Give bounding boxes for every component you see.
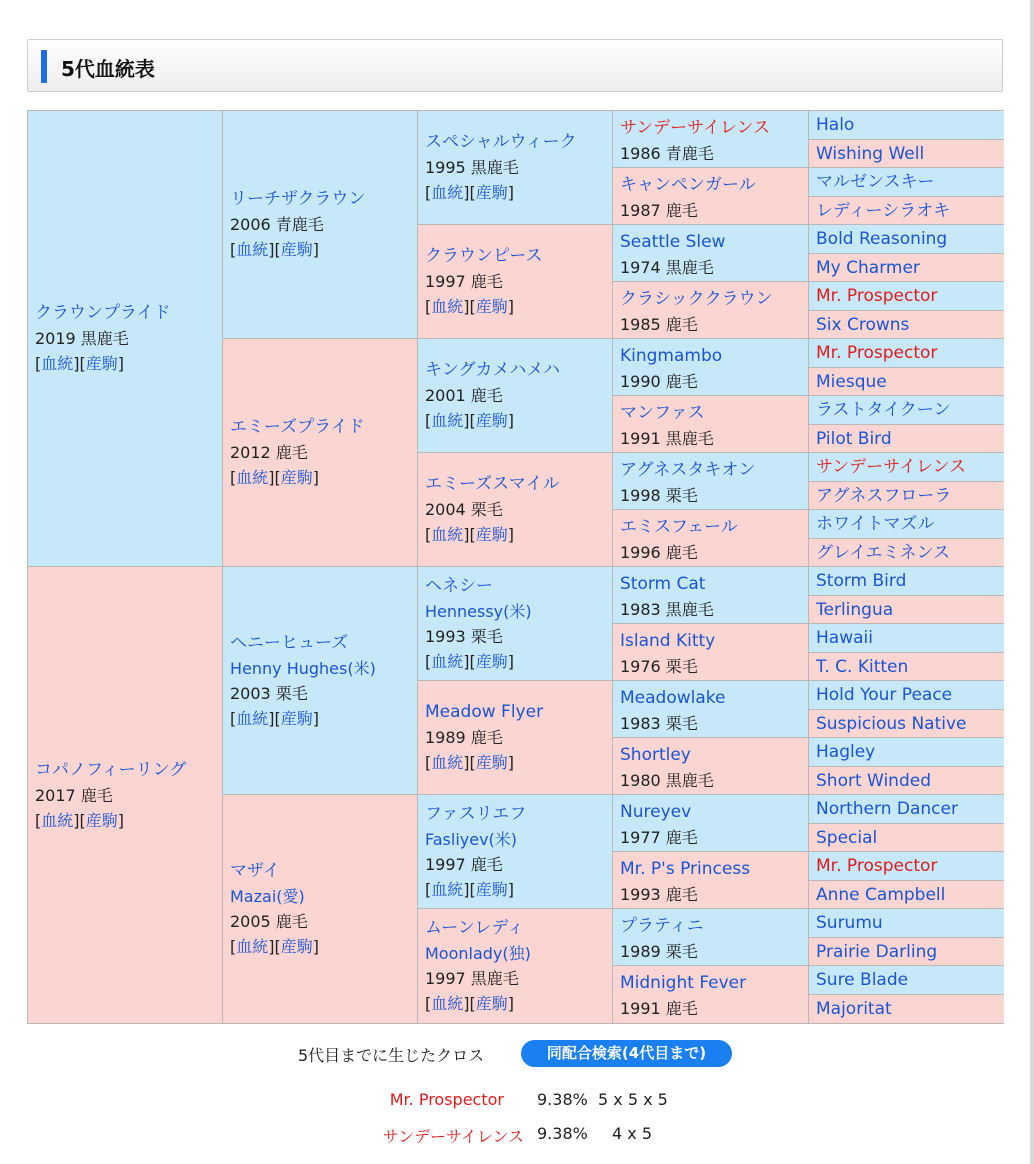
progeny-link[interactable]: 産駒 [280,708,313,728]
horse-birth-info: 1997 鹿毛 [425,272,503,291]
horse-name-link[interactable]: Nureyev [620,802,692,822]
pedigree-cell-gen5 [809,168,1004,197]
pedigree-cell-gen5 [809,111,1004,140]
cross-generations: 4 x 5 [612,1124,652,1143]
pedigree-cell-gen3 [418,909,613,1023]
pedigree-cell-gen4 [613,966,809,1023]
pedigree-cell-gen3 [418,225,613,339]
horse-name-link[interactable]: Halo [816,115,855,135]
horse-name-link[interactable]: Sure Blade [816,970,909,990]
bloodline-link[interactable]: 血統 [431,297,464,316]
progeny-link[interactable]: 産駒 [475,651,508,671]
horse-foreign-name-link[interactable]: Henny Hughes(米) [230,658,376,678]
horse-name-link[interactable]: Bold Reasoning [816,229,948,249]
horse-name-link[interactable]: Shortley [620,745,691,765]
pedigree-cell-gen3 [418,453,613,567]
cross-percent: 9.38% [537,1124,588,1143]
same-mating-search-button[interactable]: 同配合検索(4代目まで) [521,1040,732,1067]
pedigree-cell-gen5 [809,510,1004,539]
pedigree-cell-gen1 [28,567,223,1023]
pedigree-cell-gen5 [809,852,1004,881]
progeny-link[interactable]: 産駒 [85,354,118,373]
pedigree-cell-gen4 [613,681,809,738]
horse-name-link[interactable]: エミーズスマイル [425,474,560,494]
horse-birth-info: 2004 栗毛 [425,500,503,519]
cross-generations: 5 x 5 x 5 [598,1090,668,1109]
pedigree-cell-gen5 [809,567,1004,596]
horse-links: [血統][産駒] [230,468,320,487]
horse-birth-info: 1983 栗毛 [620,714,698,733]
horse-name-link[interactable]: Seattle Slew [620,232,726,252]
horse-links: [血統][産駒] [230,937,320,956]
pedigree-cell-gen5 [809,225,1004,254]
pedigree-cell-gen5 [809,197,1004,225]
horse-name-link[interactable]: Mr. Prospector [816,286,938,306]
horse-name-link[interactable]: レディーシラオキ [816,200,951,221]
pedigree-cell-gen2 [223,795,418,1023]
horse-links: [血統][産駒] [425,183,515,202]
bloodline-link[interactable]: 血統 [431,651,464,671]
horse-name-link[interactable]: Mr. Prospector [816,343,938,363]
horse-name-link[interactable]: マルゼンスキー [816,172,935,192]
header-accent-bar [41,50,47,83]
horse-links: [血統][産駒] [425,753,515,772]
horse-birth-info: 1991 鹿毛 [620,999,698,1018]
horse-name-link[interactable]: Mr. P's Princess [620,859,751,879]
horse-birth-info: 1989 鹿毛 [425,728,503,747]
horse-name-link[interactable]: Midnight Fever [620,973,747,993]
pedigree-cell-gen5 [809,140,1004,168]
pedigree-cell-gen4 [613,111,809,168]
horse-name-link[interactable]: マザイ [230,861,280,881]
bloodline-link[interactable]: 血統 [236,708,269,728]
horse-birth-info: 1993 鹿毛 [620,885,698,904]
pedigree-cell-gen4 [613,396,809,453]
pedigree-cell-gen4 [613,510,809,567]
bloodline-link[interactable]: 血統 [431,753,464,772]
pedigree-cell-gen5 [809,453,1004,482]
horse-name-link[interactable]: Six Crowns [816,314,910,335]
horse-foreign-name-link[interactable]: Moonlady(独) [425,944,531,963]
bloodline-link[interactable]: 血統 [431,525,464,544]
pedigree-cell-gen4 [613,567,809,624]
horse-name-link[interactable]: Miesque [816,371,887,392]
horse-name-link[interactable]: ホワイトマズル [816,514,935,534]
horse-links: [血統][産駒] [425,994,515,1013]
pedigree-cell-gen4 [613,282,809,339]
page-scroll-edge [1030,0,1034,1164]
bloodline-link[interactable]: 血統 [41,354,74,373]
horse-name-link[interactable]: Meadow Flyer [425,702,544,722]
horse-birth-info: 1993 栗毛 [425,626,503,646]
horse-birth-info: 1985 鹿毛 [620,315,698,334]
pedigree-cell-gen3 [418,339,613,453]
horse-foreign-name-link[interactable]: Fasliyev(米) [425,829,518,849]
horse-name-link[interactable]: サンデーサイレンス [816,457,967,477]
pedigree-cell-gen5 [809,995,1004,1023]
horse-name-link[interactable]: クラウンプライド [35,303,171,323]
horse-birth-info: 1998 栗毛 [620,486,698,505]
horse-name-link[interactable]: Wishing Well [816,143,925,164]
horse-birth-info: 1983 黒鹿毛 [620,600,714,619]
horse-name-link[interactable]: アグネスフローラ [816,485,952,506]
horse-name-link[interactable]: Island Kitty [620,631,716,651]
bloodline-link[interactable]: 血統 [431,183,464,202]
horse-name-link[interactable]: グレイエミネンス [816,542,950,563]
horse-name-link[interactable]: My Charmer [816,257,920,278]
horse-birth-info: 1980 黒鹿毛 [620,771,714,790]
horse-links: [血統][産駒] [230,240,320,259]
pedigree-cell-gen5 [809,311,1004,339]
horse-birth-info: 2003 栗毛 [230,683,308,703]
horse-birth-info: 1989 栗毛 [620,942,698,961]
pedigree-cell-gen4 [613,852,809,909]
cross-row [0,1090,1034,1114]
cross-title: 5代目までに生じたクロス [298,1046,485,1065]
pedigree-cell-gen5 [809,653,1004,681]
horse-birth-info: 1991 黒鹿毛 [620,429,714,448]
horse-name-link[interactable]: Storm Bird [816,571,907,591]
horse-links: [血統][産駒] [425,297,515,316]
bloodline-link[interactable]: 血統 [431,879,464,899]
horse-name-link[interactable]: Hagley [816,742,876,762]
pedigree-cell-gen4 [613,624,809,681]
pedigree-cell-gen3 [418,795,613,909]
pedigree-cell-gen4 [613,225,809,282]
pedigree-cell-gen5 [809,681,1004,710]
horse-name-link[interactable]: Northern Dancer [816,799,958,819]
horse-name-link[interactable]: ムーンレディ [425,918,525,938]
horse-birth-info: 1990 鹿毛 [620,372,698,391]
horse-birth-info: 2005 鹿毛 [230,912,308,931]
horse-birth-info: 2012 鹿毛 [230,443,308,462]
horse-name-link[interactable]: プラティニ [620,916,704,936]
pedigree-cell-gen3 [418,567,613,681]
progeny-link[interactable]: 産駒 [475,994,508,1013]
horse-birth-info: 1976 栗毛 [620,657,698,676]
horse-name-link[interactable]: Short Winded [816,770,931,791]
cross-horse-link[interactable]: サンデーサイレンス [382,1127,524,1146]
horse-birth-info: 2019 黒鹿毛 [35,329,129,348]
pedigree-cell-gen5 [809,966,1004,995]
horse-birth-info: 2017 鹿毛 [35,785,113,805]
horse-name-link[interactable]: クラシッククラウン [620,289,773,309]
horse-name-link[interactable]: Prairie Darling [816,941,938,962]
pedigree-cell-gen4 [613,453,809,510]
progeny-link[interactable]: 産駒 [475,183,508,202]
progeny-link[interactable]: 産駒 [475,525,508,544]
horse-name-link[interactable]: ファスリエフ [425,803,527,824]
horse-birth-info: 2001 鹿毛 [425,386,503,405]
progeny-link[interactable]: 産駒 [280,468,313,487]
cross-horse-link[interactable]: Mr. Prospector [389,1090,504,1109]
bloodline-link[interactable]: 血統 [431,411,464,430]
pedigree-cell-gen5 [809,339,1004,368]
pedigree-table [27,110,1004,1024]
progeny-link[interactable]: 産駒 [280,937,313,956]
horse-name-link[interactable]: エミスフェール [620,517,738,537]
pedigree-cell-gen5 [809,539,1004,567]
progeny-link[interactable]: 産駒 [475,753,508,772]
horse-name-link[interactable]: Mr. Prospector [816,856,938,876]
pedigree-cell-gen5 [809,938,1004,966]
pedigree-cell-gen5 [809,767,1004,795]
horse-name-link[interactable]: Suspicious Native [816,713,967,734]
pedigree-cell-gen4 [613,795,809,852]
pedigree-cell-gen5 [809,596,1004,624]
pedigree-cell-gen5 [809,396,1004,425]
horse-links: [血統][産駒] [425,411,515,430]
horse-links: [血統][産駒] [425,525,515,544]
horse-birth-info: 2006 青鹿毛 [230,215,324,234]
horse-birth-info: 1996 鹿毛 [620,543,698,562]
pedigree-cell-gen5 [809,425,1004,453]
pedigree-cell-gen5 [809,624,1004,653]
pedigree-cell-gen1 [28,111,223,567]
bloodline-link[interactable]: 血統 [236,468,269,487]
cross-row [0,1124,1034,1148]
horse-name-link[interactable]: スペシャルウィーク [425,132,577,152]
horse-name-link[interactable]: ヘニーヒューズ [230,632,349,653]
horse-name-link[interactable]: アグネスタキオン [620,460,756,480]
progeny-link[interactable]: 産駒 [280,240,313,259]
pedigree-cell-gen4 [613,909,809,966]
horse-name-link[interactable]: コパノフィーリング [35,759,187,780]
horse-name-link[interactable]: リーチザクラウン [230,189,366,209]
horse-birth-info: 1997 鹿毛 [425,854,503,874]
progeny-link[interactable]: 産駒 [475,411,508,430]
horse-name-link[interactable]: キングカメハメハ [425,360,561,380]
horse-name-link[interactable]: Hawaii [816,628,873,648]
horse-foreign-name-link[interactable]: Mazai(愛) [230,887,305,906]
horse-name-link[interactable]: Surumu [816,913,883,933]
section-title: 5代血統表 [61,57,155,81]
horse-birth-info: 1977 鹿毛 [620,828,698,847]
horse-name-link[interactable]: Storm Cat [620,574,706,594]
horse-name-link[interactable]: Pilot Bird [816,428,892,449]
horse-name-link[interactable]: T. C. Kitten [816,656,909,677]
section-header [27,39,1003,92]
horse-name-link[interactable]: ラストタイクーン [816,400,951,420]
horse-birth-info: 1987 鹿毛 [620,201,698,220]
horse-name-link[interactable]: Kingmambo [620,346,723,366]
pedigree-cell-gen5 [809,482,1004,510]
pedigree-cell-gen4 [613,339,809,396]
pedigree-cell-gen5 [809,824,1004,852]
horse-links: [血統][産駒] [230,708,320,728]
horse-name-link[interactable]: マンファス [620,403,705,423]
horse-name-link[interactable]: ヘネシー [425,575,493,596]
pedigree-cell-gen2 [223,111,418,339]
horse-birth-info: 1974 黒鹿毛 [620,258,714,277]
bloodline-link[interactable]: 血統 [236,240,269,259]
horse-name-link[interactable]: クラウンピース [425,246,543,266]
pedigree-cell-gen5 [809,368,1004,396]
pedigree-cell-gen5 [809,710,1004,738]
horse-name-link[interactable]: Hold Your Peace [816,685,953,705]
horse-links: [血統][産駒] [35,354,125,373]
horse-name-link[interactable]: キャンペンガール [620,175,756,195]
pedigree-cell-gen2 [223,567,418,795]
horse-birth-info: 1986 青鹿毛 [620,144,714,163]
horse-name-link[interactable]: エミーズプライド [230,417,365,437]
horse-name-link[interactable]: Majoritat [816,999,892,1019]
pedigree-cell-gen4 [613,168,809,225]
pedigree-cell-gen2 [223,339,418,567]
pedigree-cell-gen5 [809,909,1004,938]
horse-name-link[interactable]: サンデーサイレンス [620,118,771,138]
pedigree-cell-gen5 [809,738,1004,767]
horse-links: [血統][産駒] [425,879,515,899]
bloodline-link[interactable]: 血統 [431,994,464,1013]
horse-links: [血統][産駒] [35,810,125,830]
horse-name-link[interactable]: Meadowlake [620,688,726,708]
bloodline-link[interactable]: 血統 [236,937,269,956]
pedigree-cell-gen5 [809,254,1004,282]
horse-name-link[interactable]: Terlingua [816,599,894,620]
horse-links: [血統][産駒] [425,651,515,671]
pedigree-cell-gen5 [809,795,1004,824]
progeny-link[interactable]: 産駒 [475,879,508,899]
horse-name-link[interactable]: Special [816,827,878,848]
pedigree-cell-gen3 [418,111,613,225]
progeny-link[interactable]: 産駒 [85,810,118,830]
pedigree-cell-gen5 [809,282,1004,311]
pedigree-cell-gen3 [418,681,613,795]
bloodline-link[interactable]: 血統 [41,810,74,830]
cross-percent: 9.38% [537,1090,588,1109]
progeny-link[interactable]: 産駒 [475,297,508,316]
pedigree-cell-gen5 [809,881,1004,909]
horse-birth-info: 1995 黒鹿毛 [425,158,519,177]
horse-birth-info: 1997 黒鹿毛 [425,969,519,988]
horse-foreign-name-link[interactable]: Hennessy(米) [425,601,532,621]
horse-name-link[interactable]: Anne Campbell [816,884,946,905]
pedigree-cell-gen4 [613,738,809,795]
